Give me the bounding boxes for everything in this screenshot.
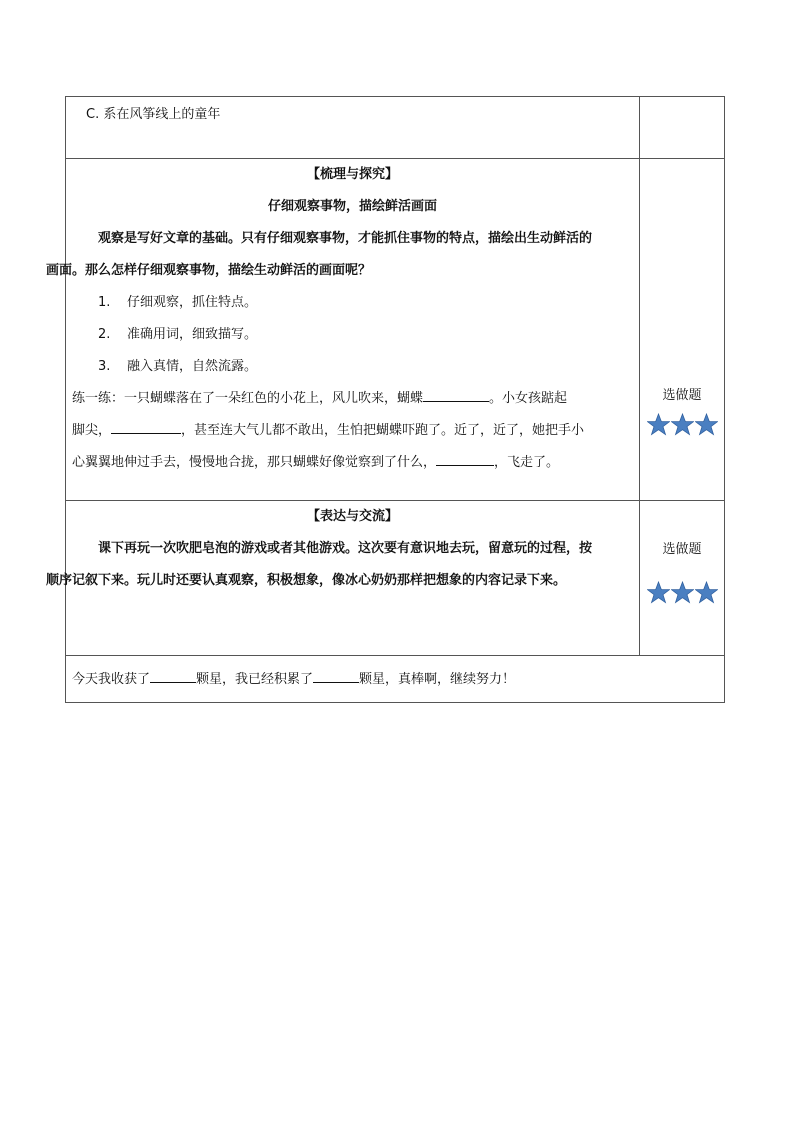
summary-cell	[66, 656, 725, 703]
list-item-text: 仔细观察，抓住特点。	[126, 295, 257, 310]
intro-line-1: 观察是写好文章的基础。只有仔细观察事物，才能抓住事物的特点，描绘出生动鲜活的	[98, 231, 593, 246]
practice-text: 练一练：一只蝴蝶落在了一朵红色的小花上，风儿吹来，蝴蝶	[72, 391, 424, 406]
practice-blank-1[interactable]	[423, 387, 489, 402]
summary-part: 颗星，我已经积累了	[196, 672, 314, 687]
star-icon[interactable]	[647, 581, 670, 604]
optional-label: 选做题	[662, 542, 702, 557]
section-subtitle: 仔细观察事物，描绘鲜活画面	[267, 199, 437, 214]
explore-row	[66, 159, 725, 501]
section-header-explore: 【梳理与探究】	[306, 167, 398, 182]
practice-blank-3[interactable]	[436, 451, 494, 466]
practice-text: 。小女孩踮起	[489, 391, 568, 406]
express-side-cell	[640, 501, 725, 656]
option-cell	[66, 97, 640, 159]
express-paragraph	[46, 533, 639, 597]
star-rating[interactable]	[640, 413, 724, 436]
stars-total-blank[interactable]	[313, 668, 359, 683]
express-line-1: 课下再玩一次吹肥皂泡的游戏或者其他游戏。这次要有意识地去玩，留意玩的过程，按	[98, 541, 593, 556]
star-icon[interactable]	[671, 581, 694, 604]
stars-earned-blank[interactable]	[150, 668, 196, 683]
intro-paragraph	[46, 223, 639, 287]
option-side-cell	[640, 97, 725, 159]
explore-side-cell	[640, 159, 725, 501]
list-item-number: 2.	[98, 327, 111, 342]
option-row	[66, 97, 725, 159]
practice-text: 心翼翼地伸过手去，慢慢地合拢，那只蝴蝶好像觉察到了什么，	[72, 455, 437, 470]
list-item	[66, 319, 639, 351]
list-item	[66, 287, 639, 319]
list-item	[66, 351, 639, 383]
express-cell	[46, 501, 640, 656]
list-item-text: 融入真情，自然流露。	[126, 359, 257, 374]
summary-part: 颗星，真棒啊，继续努力！	[359, 672, 516, 687]
explore-cell	[46, 159, 640, 501]
express-row	[66, 501, 725, 656]
star-icon[interactable]	[671, 413, 694, 436]
star-icon[interactable]	[695, 581, 718, 604]
star-icon[interactable]	[695, 413, 718, 436]
optional-label: 选做题	[662, 388, 702, 403]
express-line-2: 顺序记叙下来。玩儿时还要认真观察，积极想象，像冰心奶奶那样把想象的内容记录下来。	[46, 573, 567, 588]
intro-line-2: 画面。那么怎样仔细观察事物，描绘生动鲜活的画面呢？	[46, 263, 372, 278]
practice-text: ，甚至连大气儿都不敢出，生怕把蝴蝶吓跑了。近了，近了，她把手小	[181, 423, 585, 438]
practice-paragraph	[66, 383, 639, 479]
worksheet-table	[46, 96, 725, 703]
practice-text: 脚尖，	[72, 423, 112, 438]
summary-part: 今天我收获了	[72, 672, 151, 687]
practice-text: ，飞走了。	[494, 455, 560, 470]
star-icon[interactable]	[647, 413, 670, 436]
option-c-text: C. 系在风筝线上的童年	[86, 107, 221, 122]
summary-text	[66, 664, 724, 696]
list-item-text: 准确用词，细致描写。	[126, 327, 257, 342]
practice-blank-2[interactable]	[111, 419, 181, 434]
star-rating[interactable]	[640, 581, 724, 604]
list-item-number: 1.	[98, 295, 111, 310]
list-item-number: 3.	[98, 359, 111, 374]
section-header-express: 【表达与交流】	[306, 509, 398, 524]
summary-row	[66, 656, 725, 703]
